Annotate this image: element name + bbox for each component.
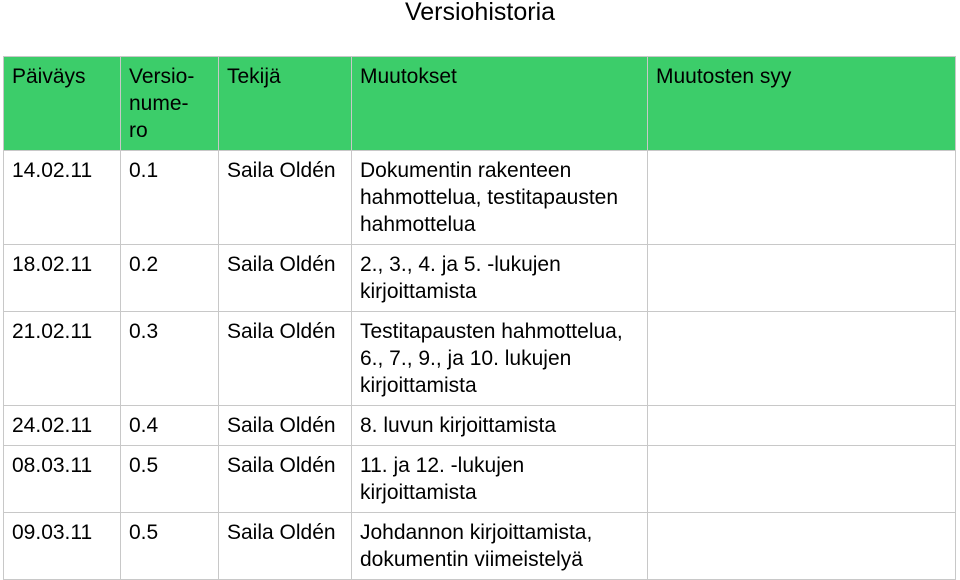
cell-reason [648, 446, 956, 513]
cell-author: Saila Oldén [219, 406, 352, 446]
cell-changes: Johdannon kirjoittamista, dokumentin viimeistelyä [352, 513, 648, 580]
cell-reason [648, 513, 956, 580]
cell-reason [648, 312, 956, 406]
column-header-version: Versio- nume- ro [121, 57, 219, 151]
cell-author: Saila Oldén [219, 513, 352, 580]
column-header-reason: Muutosten syy [648, 57, 956, 151]
page-title: Versiohistoria [404, 0, 556, 26]
cell-date: 21.02.11 [4, 312, 121, 406]
cell-author: Saila Oldén [219, 446, 352, 513]
cell-reason [648, 245, 956, 312]
cell-date: 18.02.11 [4, 245, 121, 312]
cell-changes: Dokumentin rakenteen hahmottelua, testitapausten hahmottelua [352, 151, 648, 245]
cell-version: 0.5 [121, 513, 219, 580]
column-header-author: Tekijä [219, 57, 352, 151]
table-row [4, 446, 956, 513]
table-row [4, 245, 956, 312]
cell-version: 0.1 [121, 151, 219, 245]
cell-date: 24.02.11 [4, 406, 121, 446]
cell-changes: 11. ja 12. -lukujen kirjoittamista [352, 446, 648, 513]
cell-date: 08.03.11 [4, 446, 121, 513]
cell-author: Saila Oldén [219, 245, 352, 312]
cell-changes: Testitapausten hahmottelua, 6., 7., 9., ja 10. lukujen kirjoittamista [352, 312, 648, 406]
version-history-table [3, 56, 956, 580]
cell-version: 0.5 [121, 446, 219, 513]
cell-version: 0.2 [121, 245, 219, 312]
cell-reason [648, 151, 956, 245]
column-header-changes: Muutokset [352, 57, 648, 151]
cell-author: Saila Oldén [219, 312, 352, 406]
table-row [4, 513, 956, 580]
table-row [4, 406, 956, 446]
cell-version: 0.4 [121, 406, 219, 446]
cell-changes: 8. luvun kirjoittamista [352, 406, 648, 446]
cell-date: 14.02.11 [4, 151, 121, 245]
cell-author: Saila Oldén [219, 151, 352, 245]
cell-date: 09.03.11 [4, 513, 121, 580]
table-header-row [4, 57, 956, 151]
cell-changes: 2., 3., 4. ja 5. -lukujen kirjoittamista [352, 245, 648, 312]
cell-reason [648, 406, 956, 446]
column-header-date: Päiväys [4, 57, 121, 151]
cell-version: 0.3 [121, 312, 219, 406]
table-row [4, 151, 956, 245]
table-row [4, 312, 956, 406]
